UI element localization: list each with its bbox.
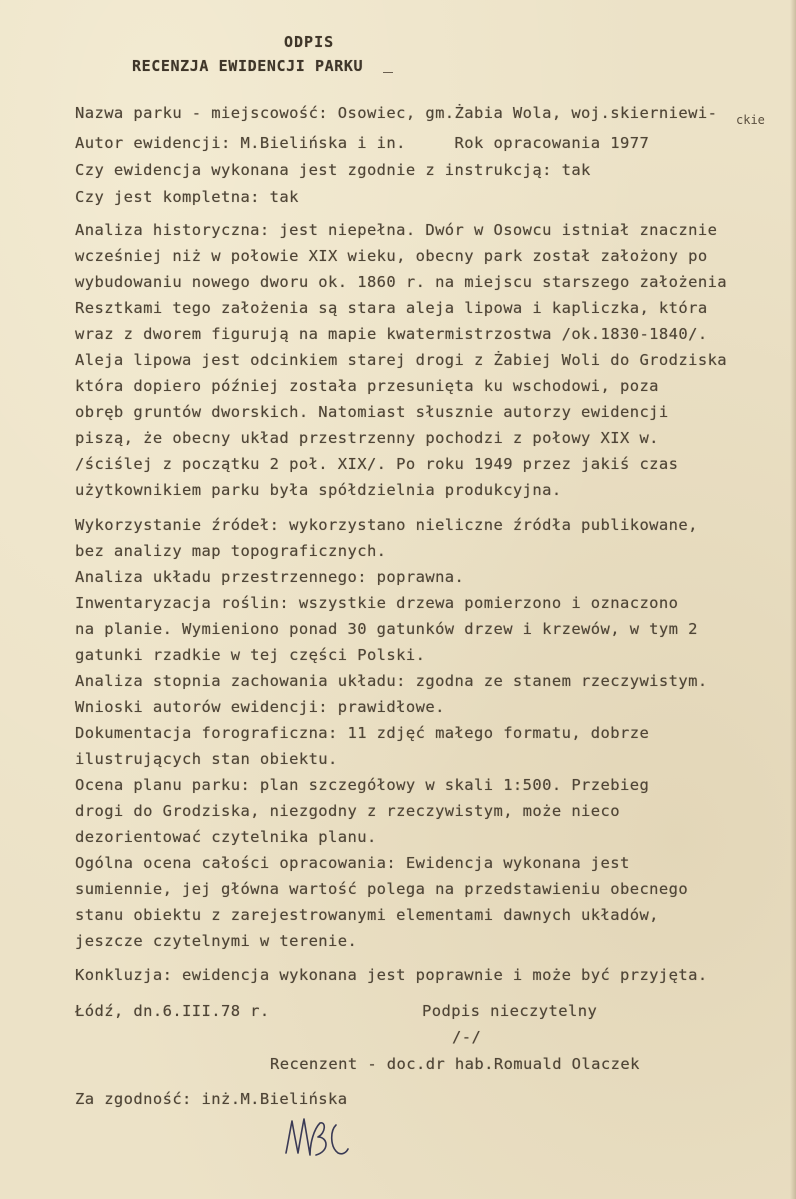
review-line: Inwentaryzacja roślin: wszystkie drzewa pomierzono i oznaczono xyxy=(75,594,679,612)
paragraph-line: wcześniej niż w połowie XIX wieku, obecny park został założony po xyxy=(75,247,708,265)
paragraph-line: Analiza historyczna: jest niepełna. Dwór w Osowcu istniał znacznie xyxy=(75,221,718,239)
paragraph-line: obręb gruntów dworskich. Natomiast słusznie autorzy ewidencji xyxy=(75,403,669,421)
paragraph-line: użytkownikiem parku była spółdzielnia produkcyjna. xyxy=(75,481,562,499)
place-date: Łódź, dn.6.III.78 r. xyxy=(75,1002,270,1020)
review-line: ilustrujących stan obiektu. xyxy=(75,750,338,768)
instruction-line: Czy ewidencja wykonana jest zgodnie z instrukcją: tak xyxy=(75,161,591,179)
review-line: drogi do Grodziska, niezgodny z rzeczywistym, może nieco xyxy=(75,802,620,820)
signature-mark: /-/ xyxy=(452,1028,482,1046)
review-line: na planie. Wymieniono ponad 30 gatunków drzew i krzewów, w tym 2 xyxy=(75,620,698,638)
conclusion-line: Konkluzja: ewidencja wykonana jest poprawnie i może być przyjęta. xyxy=(75,966,708,984)
underline-mark xyxy=(383,72,393,73)
review-line: Ogólna ocena całości opracowania: Ewidencja wykonana jest xyxy=(75,854,630,872)
review-line: Wnioski autorów ewidencji: prawidłowe. xyxy=(75,698,445,716)
handwritten-initials-signature xyxy=(280,1113,360,1163)
review-line: Analiza stopnia zachowania układu: zgodna ze stanem rzeczywistym. xyxy=(75,672,708,690)
author-line: Autor ewidencji: M.Bielińska i in. Rok opracowania 1977 xyxy=(75,134,650,152)
review-line: gatunki rzadkie w tej części Polski. xyxy=(75,646,426,664)
paragraph-line: piszą, że obecny układ przestrzenny pochodzi z połowy XIX w. xyxy=(75,429,659,447)
paragraph-line: wraz z dworem figurują na mapie kwatermistrzostwa /ok.1830-1840/. xyxy=(75,325,708,343)
complete-line: Czy jest kompletna: tak xyxy=(75,188,299,206)
document-subtitle: RECENZJA EWIDENCJI PARKU xyxy=(132,57,364,75)
review-line: bez analizy map topograficznych. xyxy=(75,542,387,560)
signature-note: Podpis nieczytelny xyxy=(422,1002,598,1020)
paragraph-line: wybudowaniu nowego dworu ok. 1860 r. na miejscu starszego założenia xyxy=(75,273,728,291)
review-line: stanu obiektu z zarejestrowanymi elementami dawnych układów, xyxy=(75,906,659,924)
page-edge-shadow xyxy=(790,0,796,1199)
paragraph-line: Resztkami tego założenia są stara aleja lipowa i kapliczka, która xyxy=(75,299,708,317)
review-line: dezorientować czytelnika planu. xyxy=(75,828,377,846)
review-line: jeszcze czytelnymi w terenie. xyxy=(75,932,358,950)
park-name-continuation: ckie xyxy=(736,113,765,127)
review-line: Analiza układu przestrzennego: poprawna. xyxy=(75,568,465,586)
review-line: Dokumentacja forograficzna: 11 zdjęć małego formatu, dobrze xyxy=(75,724,650,742)
paragraph-line: /ściślej z początku 2 poł. XIX/. Po roku 1949 przez jakiś czas xyxy=(75,455,679,473)
park-name-line: Nazwa parku - miejscowość: Osowiec, gm.Żabia Wola, woj.skierniewi- xyxy=(75,104,718,122)
document-title: ODPIS xyxy=(284,33,335,51)
certification-line: Za zgodność: inż.M.Bielińska xyxy=(75,1090,348,1108)
reviewer-line: Recenzent - doc.dr hab.Romuald Olaczek xyxy=(270,1055,640,1073)
review-line: sumiennie, jej główna wartość polega na przedstawieniu obecnego xyxy=(75,880,689,898)
paragraph-line: Aleja lipowa jest odcinkiem starej drogi z Żabiej Woli do Grodziska xyxy=(75,351,728,369)
paragraph-line: która dopiero później została przesunięta ku wschodowi, poza xyxy=(75,377,659,395)
review-line: Ocena planu parku: plan szczegółowy w skali 1:500. Przebieg xyxy=(75,776,650,794)
review-line: Wykorzystanie źródeł: wykorzystano nieliczne źródła publikowane, xyxy=(75,516,698,534)
